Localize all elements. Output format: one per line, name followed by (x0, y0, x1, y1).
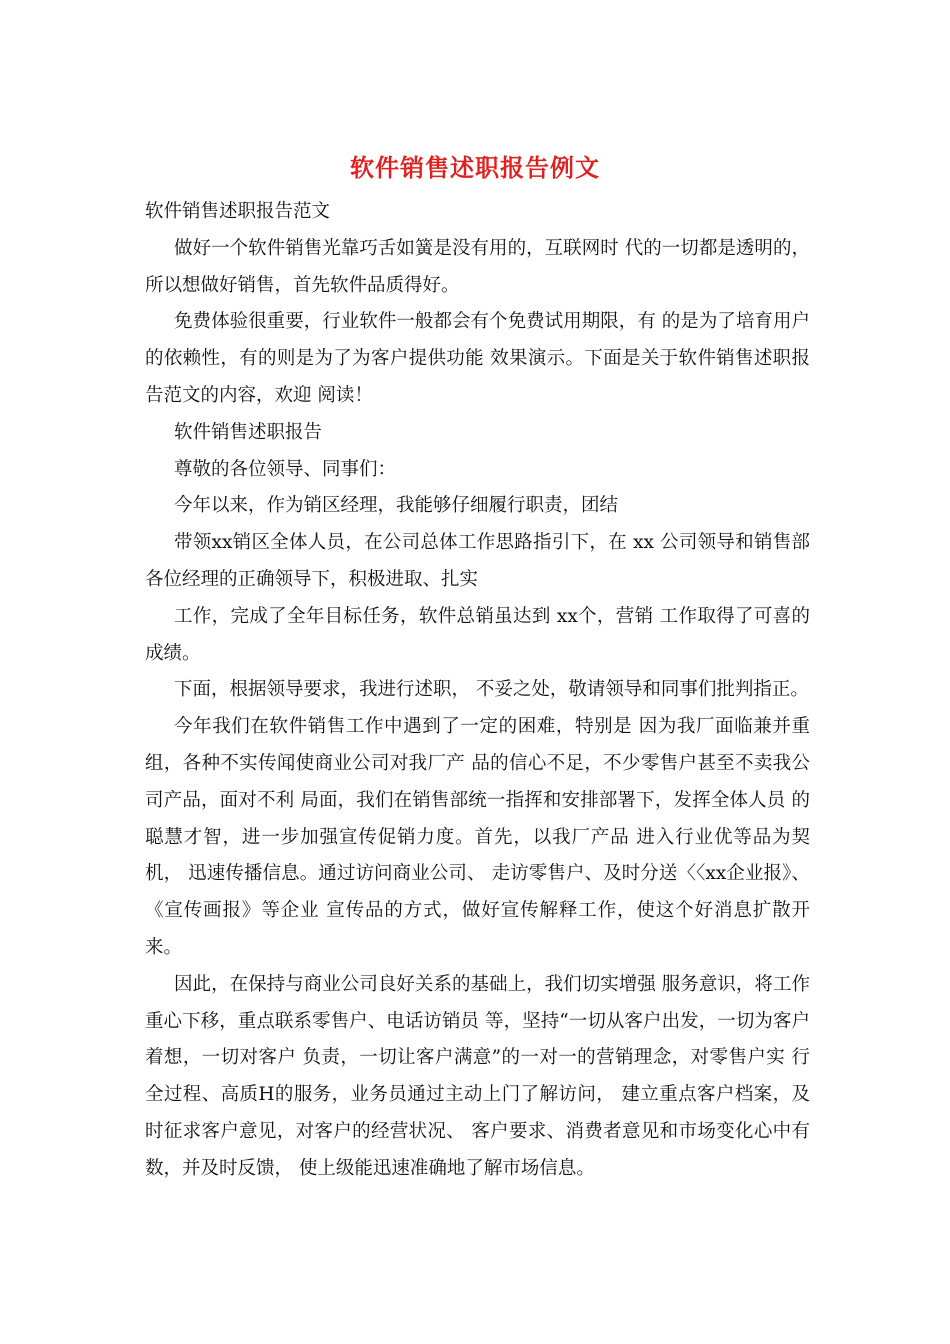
paragraph: 今年以来，作为销区经理，我能够仔细履行职责，团结 (174, 495, 619, 517)
paragraph: 因此，在保持与商业公司良好关系的基础上，我们切实增强 服务意识，将工作重心下移，重点联系零售户、电话访销员 等，坚持“一切从客户出发，一切为客户着想，一切对客户 负责，一切让客户满意”的一对一的营销理念，对零售户实 行全过程、高质H的服务，业务员通过主动上门了解访问， 建立重点客户档案，及时征求客户意见，对客户的经营状况、 客户要求、消费者意见和市场变化心中有数，并及时反馈， 使上级能迅速准确地了解市场信息。 (145, 973, 810, 1179)
paragraph: 软件销售述职报告 (174, 421, 323, 443)
paragraph: 今年我们在软件销售工作中遇到了一定的困难，特别是 因为我厂面临兼并重组，各种不实传闻使商业公司对我厂产 品的信心不足，不少零售户甚至不卖我公司产品，面对不利 局面，我们在销售部统一指挥和安排部署下，发挥全体人员 的聪慧才智，进一步加强宣传促销力度。首先，以我厂产品 进入行业优等品为契机， 迅速传播信息。通过访问商业公司、 走访零售户、及时分送〈〈xx企业报》、《宣传画报》等企业 宣传品的方式，做好宣传解释工作，使这个好消息扩散开来。 (145, 716, 810, 958)
paragraph: 带领xx销区全体人员，在公司总体工作思路指引下，在 xx 公司领导和销售部各位经理的正确领导下，积极进取、扎实 (145, 532, 810, 590)
paragraph: 免费体验很重要，行业软件一般都会有个免费试用期限，有 的是为了培育用户的依赖性，有的则是为了为客户提供功能 效果演示。下面是关于软件销售述职报告范文的内容，欢迎 阅读！ (145, 311, 810, 406)
paragraph-subtitle: 软件销售述职报告范文 (145, 201, 331, 222)
paragraph: 做好一个软件销售光靠巧舌如簧是没有用的，互联网时 代的一切都是透明的，所以想做好销售，首先软件品质得好。 (145, 237, 810, 296)
paragraph: 工作，完成了全年目标任务，软件总销虽达到 xx个，营销 工作取得了可喜的成绩。 (145, 605, 810, 664)
document-body (145, 194, 810, 1188)
paragraph: 下面，根据领导要求，我进行述职， 不妥之处，敬请领导和同事们批判指正。 (174, 679, 809, 701)
document-title: 软件销售述职报告例文 (350, 153, 600, 182)
paragraph-salutation: 尊敬的各位领导、同事们： (174, 458, 397, 480)
